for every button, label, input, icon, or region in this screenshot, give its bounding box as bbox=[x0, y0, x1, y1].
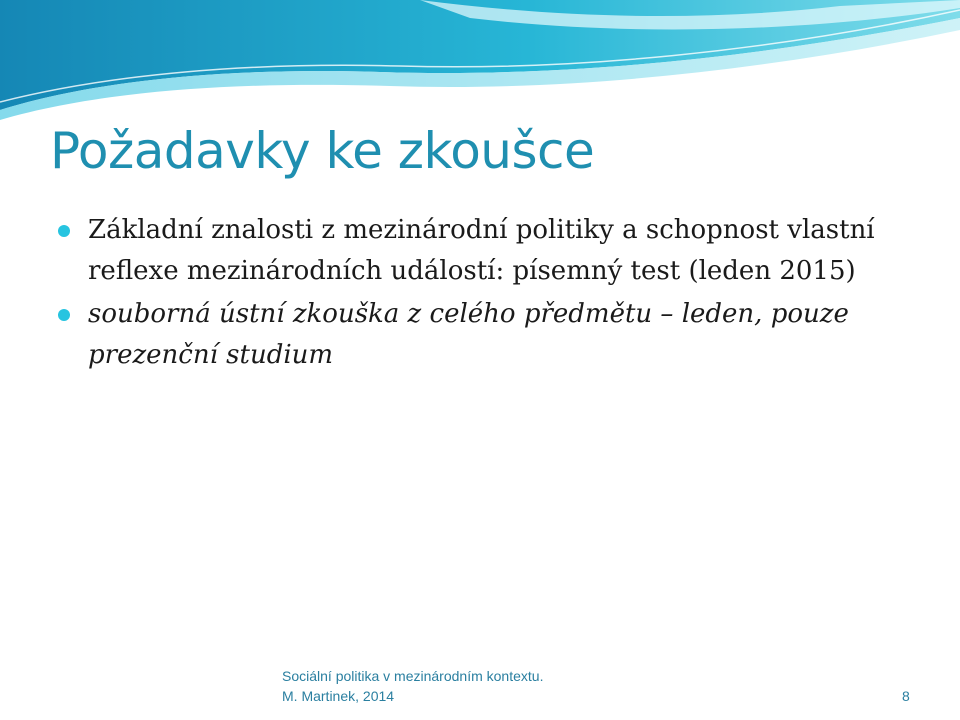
bullet-dot-icon bbox=[58, 225, 70, 237]
footer-author: M. Martinek, 2014 bbox=[282, 688, 395, 704]
slide-title: Požadavky ke zkoušce bbox=[50, 122, 595, 180]
bullet-text: souborná ústní zkouška z celého předmětu – leden, pouze prezenční studium bbox=[88, 299, 849, 370]
bullet-dot-icon bbox=[58, 309, 70, 321]
bullet-item bbox=[58, 210, 918, 292]
bullet-item bbox=[58, 294, 918, 376]
header-wave-banner bbox=[0, 0, 960, 120]
page-number: 8 bbox=[902, 688, 910, 704]
footer-source: Sociální politika v mezinárodním kontextu. bbox=[282, 668, 544, 684]
bullet-text: Základní znalosti z mezinárodní politiky a schopnost vlastní reflexe mezinárodních událostí: písemný test (leden 2015) bbox=[88, 215, 875, 286]
bullet-list bbox=[58, 210, 918, 378]
